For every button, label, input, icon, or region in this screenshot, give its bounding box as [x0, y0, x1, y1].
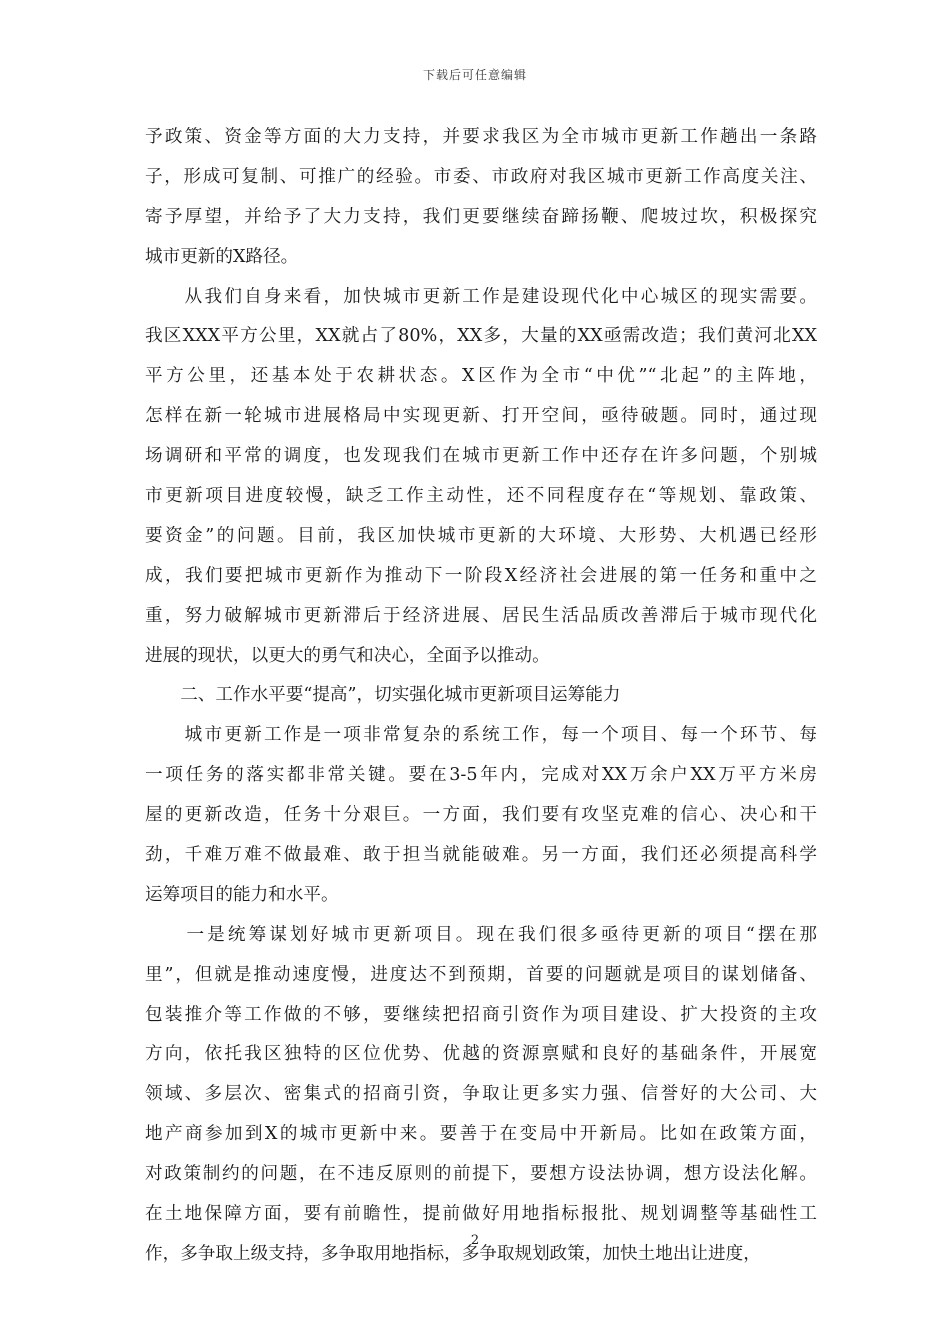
text-line: 子，形成可复制、可推广的经验。市委、市政府对我区城市更新工作高度关注、: [145, 166, 817, 187]
text-line: 从我们自身来看，加快城市更新工作是建设现代化中心城区的现实需要。: [145, 286, 817, 307]
paragraph: [145, 118, 817, 278]
text-line: 一项任务的落实都非常关键。要在3-5年内，完成对XX万余户XX万平方米房: [145, 765, 817, 786]
text-line: 要资金”的问题。目前，我区加快城市更新的大环境、大形势、大机遇已经形: [145, 525, 817, 546]
text-line: 寄予厚望，并给予了大力支持，我们更要继续奋蹄扬鞭、爬坡过坎，积极探究: [145, 206, 817, 227]
text-line: 里”，但就是推动速度慢，进度达不到预期，首要的问题就是项目的谋划储备、: [145, 964, 817, 985]
page-number: 2: [470, 1233, 480, 1248]
page-header: 下载后可任意编辑: [422, 68, 527, 82]
text-line: 怎样在新一轮城市进展格局中实现更新、打开空间，亟待破题。同时，通过现: [145, 406, 817, 427]
text-line: 予政策、资金等方面的大力支持，并要求我区为全市城市更新工作趟出一条路: [145, 127, 817, 147]
text-line: 作，多争取上级支持，多争取用地指标，多争取规划政策，加快土地出让进度，: [145, 1243, 761, 1264]
text-line: 包装推介等工作做的不够，要继续把招商引资作为项目建设、扩大投资的主攻: [145, 1004, 817, 1025]
document-body: [145, 118, 817, 1275]
paragraph: [145, 676, 817, 716]
text-line: 进展的现状，以更大的勇气和决心，全面予以推动。: [145, 645, 550, 666]
paragraph: [145, 916, 817, 1275]
text-line: 市更新项目进度较慢，缺乏工作主动性，还不同程度存在“等规划、靠政策、: [145, 486, 817, 507]
text-line: 城市更新工作是一项非常复杂的系统工作，每一个项目、每一个环节、每: [145, 725, 817, 746]
text-line: 成，我们要把城市更新作为推动下一阶段X经济社会进展的第一任务和重中之: [145, 565, 817, 586]
text-line: 方向，依托我区独特的区位优势、优越的资源禀赋和良好的基础条件，开展宽: [145, 1044, 817, 1065]
text-line: 重，努力破解城市更新滞后于经济进展、居民生活品质改善滞后于城市现代化: [145, 605, 817, 626]
text-line: 二、工作水平要“提高”，切实强化城市更新项目运筹能力: [145, 685, 621, 706]
text-line: 领域、多层次、密集式的招商引资，争取让更多实力强、信誉好的大公司、大: [145, 1084, 817, 1105]
text-line: 在土地保障方面，要有前瞻性，提前做好用地指标报批、规划调整等基础性工: [145, 1204, 817, 1225]
text-line: 我区XXX平方公里，XX就占了80%，XX多，大量的XX亟需改造；我们黄河北XX: [145, 326, 817, 347]
text-line: 平方公里，还基本处于农耕状态。X区作为全市“中优”“北起”的主阵地，: [145, 366, 817, 387]
text-line: 城市更新的X路径。: [145, 246, 299, 267]
text-line: 劲，千难万难不做最难、敢于担当就能破难。另一方面，我们还必须提高科学: [145, 845, 817, 866]
text-line: 运筹项目的能力和水平。: [145, 884, 339, 905]
text-line: 对政策制约的问题，在不违反原则的前提下，要想方设法协调，想方设法化解。: [145, 1164, 817, 1185]
text-line: 场调研和平常的调度，也发现我们在城市更新工作中还存在许多问题，个别城: [145, 446, 817, 467]
paragraph: [145, 278, 817, 677]
text-line: 地产商参加到X的城市更新中来。要善于在变局中开新局。比如在政策方面，: [145, 1124, 817, 1145]
text-line: 屋的更新改造，任务十分艰巨。一方面，我们要有攻坚克难的信心、决心和干: [145, 805, 817, 826]
text-line: 一是统筹谋划好城市更新项目。现在我们很多亟待更新的项目“摆在那: [145, 924, 817, 945]
paragraph: [145, 716, 817, 915]
